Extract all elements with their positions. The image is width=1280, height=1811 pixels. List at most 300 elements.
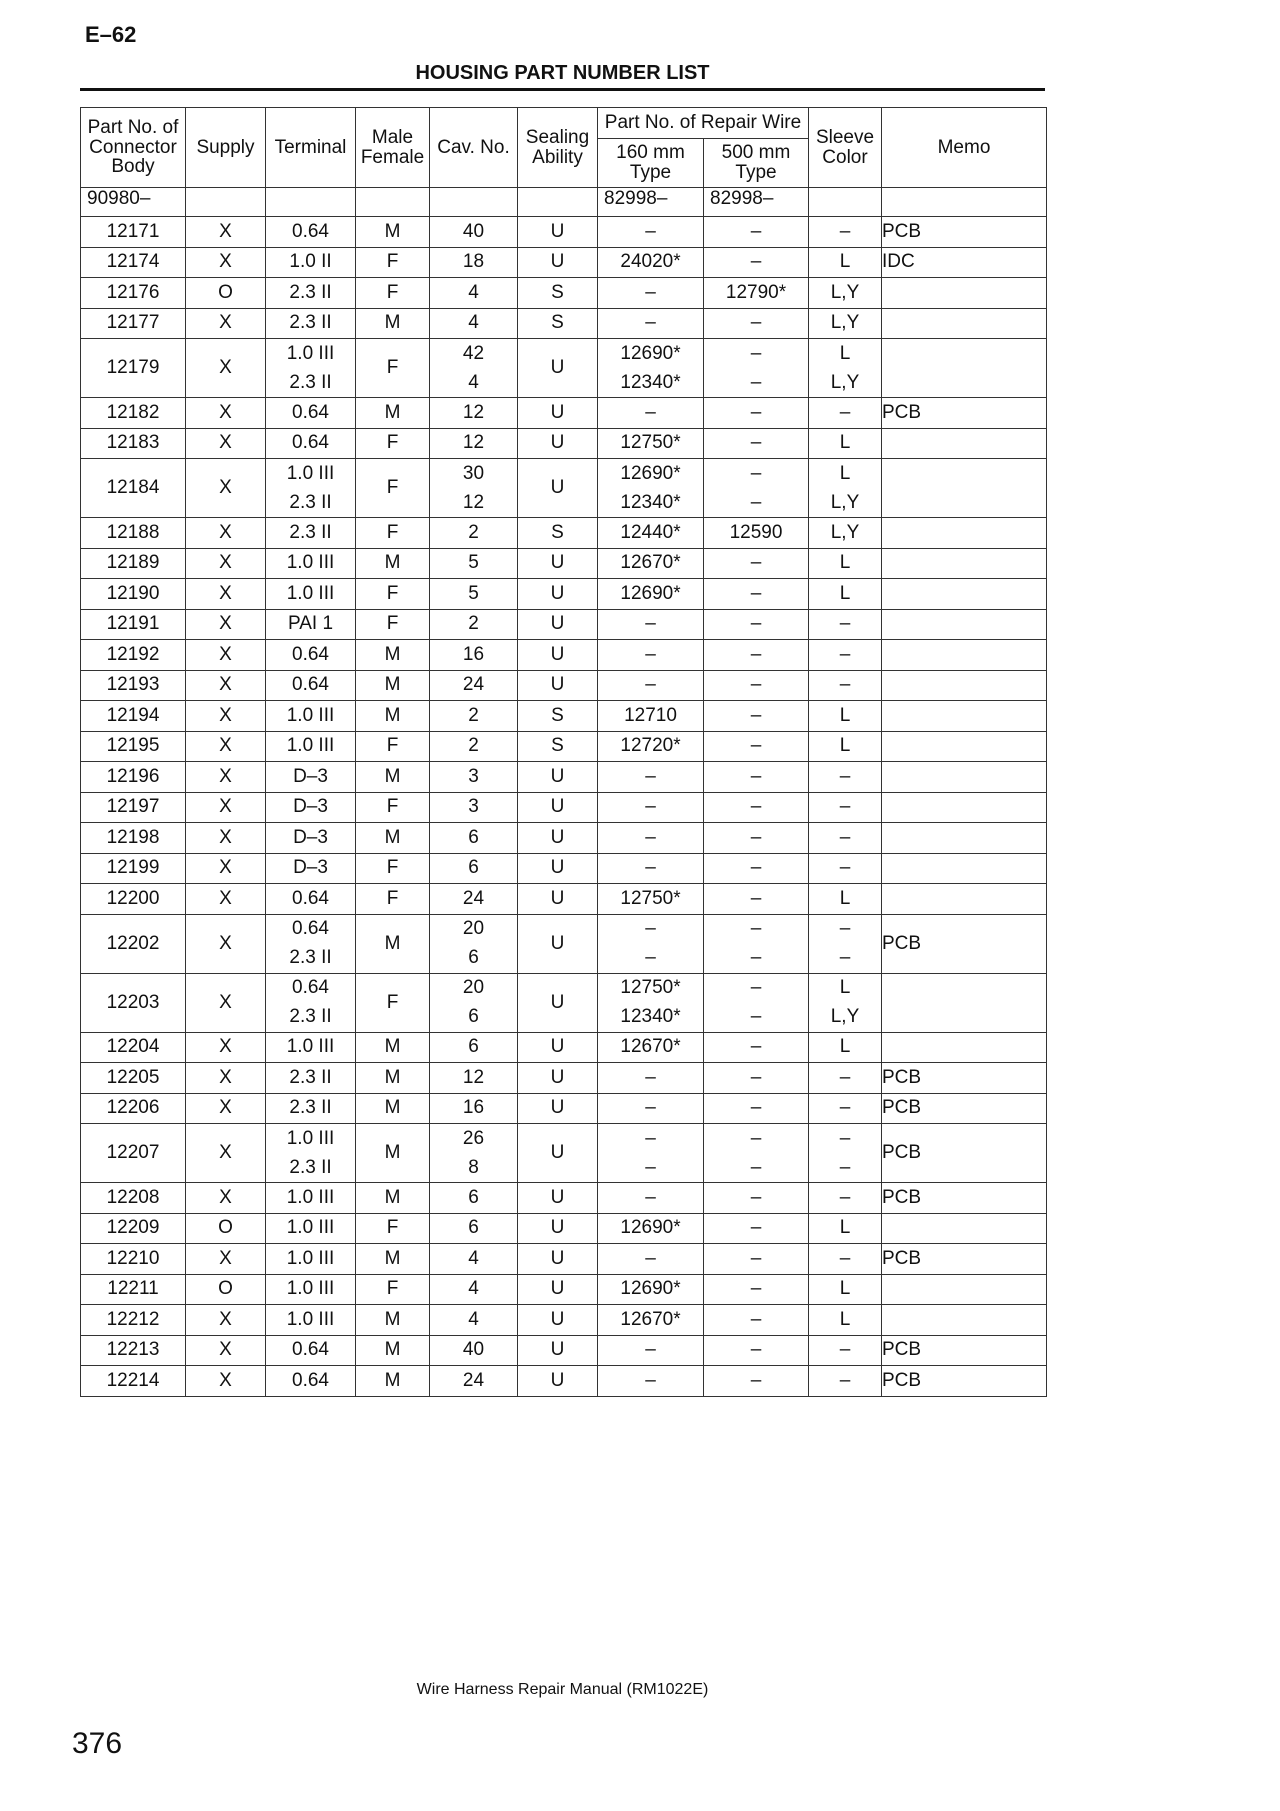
cell-supply: X (186, 640, 266, 671)
cell-part-no: 12205 (81, 1063, 186, 1094)
cell-terminal: 2.3 II (266, 308, 356, 339)
cell-sealing: U (518, 459, 598, 518)
cell-sealing: S (518, 518, 598, 549)
cell-supply: O (186, 1274, 266, 1305)
cell-terminal (266, 459, 356, 518)
cell-supply: X (186, 308, 266, 339)
table-row (81, 1063, 1047, 1094)
cell-160mm: – (598, 398, 704, 429)
cell-500mm: – (704, 823, 809, 854)
cell-160mm: – (598, 609, 704, 640)
cell-sleeve-color: L (809, 884, 882, 915)
cell-memo (882, 308, 1047, 339)
cell-500mm: – (704, 670, 809, 701)
cell-sleeve-color: – (809, 1244, 882, 1275)
cell-male-female: M (356, 548, 430, 579)
cell-male-female: F (356, 247, 430, 278)
cell-sleeve-color: L (809, 731, 882, 762)
cell-160mm: – (598, 792, 704, 823)
cell-memo (882, 792, 1047, 823)
table-row (81, 973, 1047, 1032)
cell-500mm: – (704, 1335, 809, 1366)
cell-memo (882, 670, 1047, 701)
cell-cav-no: 2 (430, 701, 518, 732)
cell-terminal: 2.3 II (266, 518, 356, 549)
cell-160mm: – (598, 1063, 704, 1094)
cell-500mm: – (704, 884, 809, 915)
cell-male-female: F (356, 973, 430, 1032)
cell-sealing: U (518, 428, 598, 459)
cell-160mm: 12670* (598, 1032, 704, 1063)
cell-160mm: – (598, 1366, 704, 1397)
cell-160mm-line: 12750* (620, 977, 681, 999)
cell-500mm (704, 459, 809, 518)
cell-male-female: F (356, 1274, 430, 1305)
cell-sealing: S (518, 278, 598, 309)
cell-part-no: 12202 (81, 914, 186, 973)
cell-500mm (704, 973, 809, 1032)
cell-memo: PCB (882, 398, 1047, 429)
cell-terminal: 1.0 III (266, 548, 356, 579)
cell-160mm: 12670* (598, 548, 704, 579)
table-row (81, 1244, 1047, 1275)
cell-sleeve-color-line: L,Y (830, 371, 860, 393)
cell-sealing: U (518, 792, 598, 823)
cell-memo: PCB (882, 217, 1047, 248)
housing-part-number-table (80, 107, 1047, 1397)
cell-500mm: – (704, 247, 809, 278)
cell-supply: X (186, 823, 266, 854)
cell-500mm: – (704, 1213, 809, 1244)
cell-terminal: 0.64 (266, 1366, 356, 1397)
cell-160mm: – (598, 1335, 704, 1366)
cell-terminal-line: 0.64 (292, 918, 329, 940)
cell-160mm: – (598, 1093, 704, 1124)
cell-part-no: 12208 (81, 1183, 186, 1214)
cell-supply: X (186, 339, 266, 398)
table-row (81, 278, 1047, 309)
cell-sealing: U (518, 1183, 598, 1214)
cell-cav-no: 4 (430, 278, 518, 309)
cell-terminal: 0.64 (266, 1335, 356, 1366)
cell-500mm-line: – (750, 342, 762, 364)
cell-terminal: 1.0 III (266, 1274, 356, 1305)
cell-part-no: 12191 (81, 609, 186, 640)
header-supply: Supply (186, 108, 266, 188)
cell-male-female: M (356, 762, 430, 793)
cell-part-no: 12203 (81, 973, 186, 1032)
cell-supply: X (186, 1305, 266, 1336)
cell-cav-no: 3 (430, 762, 518, 793)
cell-memo: PCB (882, 1093, 1047, 1124)
cell-500mm-line: – (750, 947, 762, 969)
cell-sleeve-color: – (809, 1063, 882, 1094)
cell-terminal-line: 1.0 III (286, 342, 335, 364)
cell-sealing: U (518, 853, 598, 884)
cell-supply: X (186, 762, 266, 793)
cell-supply: X (186, 731, 266, 762)
cell-part-no: 12212 (81, 1305, 186, 1336)
cell-sleeve-color: L (809, 247, 882, 278)
footer-manual-title: Wire Harness Repair Manual (RM1022E) (416, 1681, 709, 1698)
cell-sleeve-color: L (809, 1274, 882, 1305)
cell-terminal: PAI 1 (266, 609, 356, 640)
cell-part-no: 12190 (81, 579, 186, 610)
cell-sealing: U (518, 1366, 598, 1397)
cell-male-female: F (356, 853, 430, 884)
cell-terminal: 1.0 III (266, 1183, 356, 1214)
cell-sleeve-color (809, 339, 882, 398)
cell-cav-no: 24 (430, 670, 518, 701)
cell-memo: PCB (882, 1063, 1047, 1094)
cell-male-female: M (356, 1366, 430, 1397)
title-rule (80, 88, 1045, 91)
cell-terminal: 0.64 (266, 640, 356, 671)
cell-part-no: 12199 (81, 853, 186, 884)
cell-cav-no: 24 (430, 884, 518, 915)
cell-terminal: 1.0 III (266, 1213, 356, 1244)
cell-sealing: U (518, 1213, 598, 1244)
cell-part-no: 12194 (81, 701, 186, 732)
cell-160mm: 12440* (598, 518, 704, 549)
cell-sleeve-color: – (809, 1335, 882, 1366)
cell-160mm: – (598, 762, 704, 793)
cell-500mm: 12590 (704, 518, 809, 549)
cell-male-female: M (356, 217, 430, 248)
cell-cav-no: 16 (430, 1093, 518, 1124)
prefix-500mm: 82998– (704, 188, 809, 217)
header-sleeve-color: Sleeve Color (809, 108, 882, 188)
cell-sleeve-color: L (809, 1213, 882, 1244)
cell-sealing: U (518, 973, 598, 1032)
table-row (81, 1305, 1047, 1336)
cell-500mm: – (704, 1244, 809, 1275)
cell-500mm: – (704, 398, 809, 429)
table-row (81, 609, 1047, 640)
section-code: E–62 (85, 22, 137, 47)
cell-cav-no-line: 20 (462, 918, 485, 940)
cell-sleeve-color: L,Y (809, 278, 882, 309)
cell-part-no: 12213 (81, 1335, 186, 1366)
cell-part-no: 12204 (81, 1032, 186, 1063)
cell-160mm (598, 914, 704, 973)
cell-supply: X (186, 1366, 266, 1397)
cell-500mm: – (704, 792, 809, 823)
cell-supply: X (186, 398, 266, 429)
cell-160mm: – (598, 640, 704, 671)
cell-terminal: 1.0 III (266, 1244, 356, 1275)
table-row (81, 1335, 1047, 1366)
cell-160mm: 12750* (598, 428, 704, 459)
cell-part-no: 12195 (81, 731, 186, 762)
header-500mm-type: 500 mm Type (704, 139, 809, 188)
cell-memo (882, 1213, 1047, 1244)
cell-part-no: 12207 (81, 1124, 186, 1183)
cell-supply: X (186, 247, 266, 278)
cell-sealing: U (518, 670, 598, 701)
cell-sleeve-color-line: L (839, 977, 851, 999)
prefix-part-no: 90980– (81, 188, 186, 217)
cell-cav-no: 12 (430, 1063, 518, 1094)
cell-sleeve-color: L (809, 1305, 882, 1336)
cell-part-no: 12171 (81, 217, 186, 248)
cell-male-female: M (356, 308, 430, 339)
cell-male-female: M (356, 823, 430, 854)
table-row (81, 1032, 1047, 1063)
cell-160mm: – (598, 1183, 704, 1214)
cell-cav-no (430, 339, 518, 398)
cell-160mm (598, 459, 704, 518)
cell-male-female: M (356, 670, 430, 701)
header-repair-wire: Part No. of Repair Wire (598, 108, 809, 139)
table-row (81, 823, 1047, 854)
cell-memo (882, 609, 1047, 640)
cell-male-female: F (356, 884, 430, 915)
table-row (81, 1124, 1047, 1183)
header-160mm-type: 160 mm Type (598, 139, 704, 188)
cell-160mm-line: 12340* (620, 371, 681, 393)
cell-male-female: M (356, 1124, 430, 1183)
cell-sleeve-color: – (809, 640, 882, 671)
cell-500mm: – (704, 548, 809, 579)
cell-160mm-line: – (645, 1156, 656, 1178)
cell-supply: X (186, 579, 266, 610)
table-row (81, 670, 1047, 701)
cell-sleeve-color: – (809, 1093, 882, 1124)
cell-sealing: U (518, 1093, 598, 1124)
cell-160mm: 12750* (598, 884, 704, 915)
cell-sleeve-color: L (809, 579, 882, 610)
cell-cav-no: 40 (430, 217, 518, 248)
cell-memo (882, 1032, 1047, 1063)
cell-part-no: 12193 (81, 670, 186, 701)
cell-cav-no-line: 42 (462, 342, 485, 364)
table-row (81, 428, 1047, 459)
cell-sealing: U (518, 823, 598, 854)
cell-supply: X (186, 701, 266, 732)
cell-part-no: 12192 (81, 640, 186, 671)
cell-sleeve-color (809, 459, 882, 518)
cell-160mm-line: 12690* (620, 342, 681, 364)
cell-part-no: 12206 (81, 1093, 186, 1124)
cell-cav-no: 5 (430, 548, 518, 579)
table-row (81, 884, 1047, 915)
cell-memo (882, 973, 1047, 1032)
cell-cav-no: 2 (430, 609, 518, 640)
cell-160mm: 12670* (598, 1305, 704, 1336)
cell-memo (882, 548, 1047, 579)
cell-cav-no: 2 (430, 731, 518, 762)
table-row (81, 217, 1047, 248)
cell-sleeve-color-line: – (839, 1127, 851, 1149)
table-row (81, 1213, 1047, 1244)
table-row (81, 1274, 1047, 1305)
cell-160mm: 12690* (598, 579, 704, 610)
cell-terminal-line: 1.0 III (286, 462, 335, 484)
page-number: 376 (72, 1727, 123, 1760)
cell-supply: X (186, 1032, 266, 1063)
empty-cell (882, 188, 1047, 217)
cell-160mm (598, 339, 704, 398)
cell-supply: O (186, 278, 266, 309)
cell-sealing: U (518, 1274, 598, 1305)
cell-sleeve-color: L,Y (809, 518, 882, 549)
cell-cav-no: 16 (430, 640, 518, 671)
table-row (81, 308, 1047, 339)
cell-sealing: U (518, 1032, 598, 1063)
cell-160mm: 12710 (598, 701, 704, 732)
cell-part-no: 12197 (81, 792, 186, 823)
cell-memo: PCB (882, 1244, 1047, 1275)
cell-male-female: F (356, 428, 430, 459)
cell-500mm-line: – (750, 918, 762, 940)
cell-500mm-line: – (750, 977, 762, 999)
header-row (81, 108, 1047, 139)
cell-160mm: 12690* (598, 1213, 704, 1244)
cell-500mm: – (704, 701, 809, 732)
cell-memo: PCB (882, 914, 1047, 973)
cell-160mm: – (598, 308, 704, 339)
cell-sleeve-color: – (809, 1366, 882, 1397)
cell-terminal (266, 1124, 356, 1183)
cell-terminal-line: 2.3 II (289, 371, 332, 393)
cell-memo: PCB (882, 1124, 1047, 1183)
cell-male-female: M (356, 398, 430, 429)
cell-memo (882, 884, 1047, 915)
cell-supply: X (186, 1183, 266, 1214)
cell-memo: PCB (882, 1366, 1047, 1397)
cell-cav-no (430, 1124, 518, 1183)
cell-sealing: U (518, 1063, 598, 1094)
cell-160mm: – (598, 670, 704, 701)
cell-sealing: U (518, 339, 598, 398)
cell-sealing: U (518, 398, 598, 429)
cell-sealing: U (518, 884, 598, 915)
cell-500mm: – (704, 308, 809, 339)
cell-terminal (266, 914, 356, 973)
cell-memo: IDC (882, 247, 1047, 278)
table-row (81, 247, 1047, 278)
table-row (81, 914, 1047, 973)
cell-sleeve-color: – (809, 762, 882, 793)
cell-500mm-line: – (750, 1156, 762, 1178)
cell-supply: X (186, 1063, 266, 1094)
cell-male-female: M (356, 1063, 430, 1094)
cell-sealing: S (518, 701, 598, 732)
empty-cell (430, 188, 518, 217)
cell-terminal: 2.3 II (266, 278, 356, 309)
cell-terminal: 0.64 (266, 217, 356, 248)
cell-cav-no: 6 (430, 1032, 518, 1063)
cell-500mm: – (704, 1063, 809, 1094)
cell-part-no: 12198 (81, 823, 186, 854)
cell-cav-no (430, 914, 518, 973)
cell-part-no: 12196 (81, 762, 186, 793)
cell-sealing: U (518, 548, 598, 579)
cell-cav-no: 4 (430, 308, 518, 339)
cell-part-no: 12182 (81, 398, 186, 429)
cell-cav-no: 4 (430, 1305, 518, 1336)
cell-160mm (598, 1124, 704, 1183)
cell-male-female: M (356, 640, 430, 671)
cell-500mm (704, 1124, 809, 1183)
cell-500mm-line: – (750, 491, 762, 513)
cell-male-female: F (356, 459, 430, 518)
cell-sealing: U (518, 609, 598, 640)
cell-terminal: D–3 (266, 853, 356, 884)
cell-sealing: S (518, 308, 598, 339)
empty-cell (186, 188, 266, 217)
cell-160mm: – (598, 217, 704, 248)
cell-sleeve-color-line: – (839, 947, 851, 969)
cell-part-no: 12179 (81, 339, 186, 398)
cell-memo (882, 640, 1047, 671)
cell-sleeve-color: – (809, 398, 882, 429)
cell-sleeve-color-line: L,Y (830, 1006, 860, 1028)
cell-cav-no: 6 (430, 1213, 518, 1244)
cell-part-no: 12177 (81, 308, 186, 339)
cell-supply: X (186, 670, 266, 701)
cell-memo (882, 731, 1047, 762)
table-row (81, 731, 1047, 762)
cell-memo (882, 762, 1047, 793)
cell-cav-no: 6 (430, 853, 518, 884)
cell-sealing: U (518, 217, 598, 248)
cell-500mm: – (704, 1305, 809, 1336)
cell-memo (882, 518, 1047, 549)
cell-memo: PCB (882, 1183, 1047, 1214)
cell-terminal: 2.3 II (266, 1093, 356, 1124)
cell-sleeve-color-line: – (839, 918, 851, 940)
cell-500mm: – (704, 428, 809, 459)
cell-memo (882, 701, 1047, 732)
cell-sealing: S (518, 731, 598, 762)
cell-supply: X (186, 1093, 266, 1124)
cell-sealing: U (518, 1124, 598, 1183)
cell-terminal: 0.64 (266, 398, 356, 429)
cell-male-female: M (356, 701, 430, 732)
cell-cav-no-line: 8 (468, 1156, 479, 1178)
cell-terminal: 1.0 III (266, 1032, 356, 1063)
cell-500mm: – (704, 853, 809, 884)
cell-500mm: – (704, 1366, 809, 1397)
cell-sleeve-color: – (809, 609, 882, 640)
cell-part-no: 12176 (81, 278, 186, 309)
cell-160mm (598, 973, 704, 1032)
cell-male-female: F (356, 278, 430, 309)
cell-160mm-line: – (645, 918, 656, 940)
cell-part-no: 12209 (81, 1213, 186, 1244)
cell-cav-no-line: 6 (468, 1006, 479, 1028)
cell-cav-no (430, 973, 518, 1032)
cell-terminal: D–3 (266, 762, 356, 793)
header-sealing: Sealing Ability (518, 108, 598, 188)
cell-cav-no-line: 30 (462, 462, 485, 484)
cell-terminal-line: 2.3 II (289, 947, 332, 969)
cell-part-no: 12188 (81, 518, 186, 549)
cell-male-female: F (356, 339, 430, 398)
cell-sealing: U (518, 1244, 598, 1275)
cell-terminal: 2.3 II (266, 1063, 356, 1094)
cell-part-no: 12211 (81, 1274, 186, 1305)
cell-160mm: – (598, 853, 704, 884)
table-row (81, 459, 1047, 518)
cell-memo (882, 1274, 1047, 1305)
cell-500mm-line: – (750, 462, 762, 484)
empty-cell (356, 188, 430, 217)
cell-terminal-line: 2.3 II (289, 1156, 332, 1178)
cell-supply: X (186, 217, 266, 248)
